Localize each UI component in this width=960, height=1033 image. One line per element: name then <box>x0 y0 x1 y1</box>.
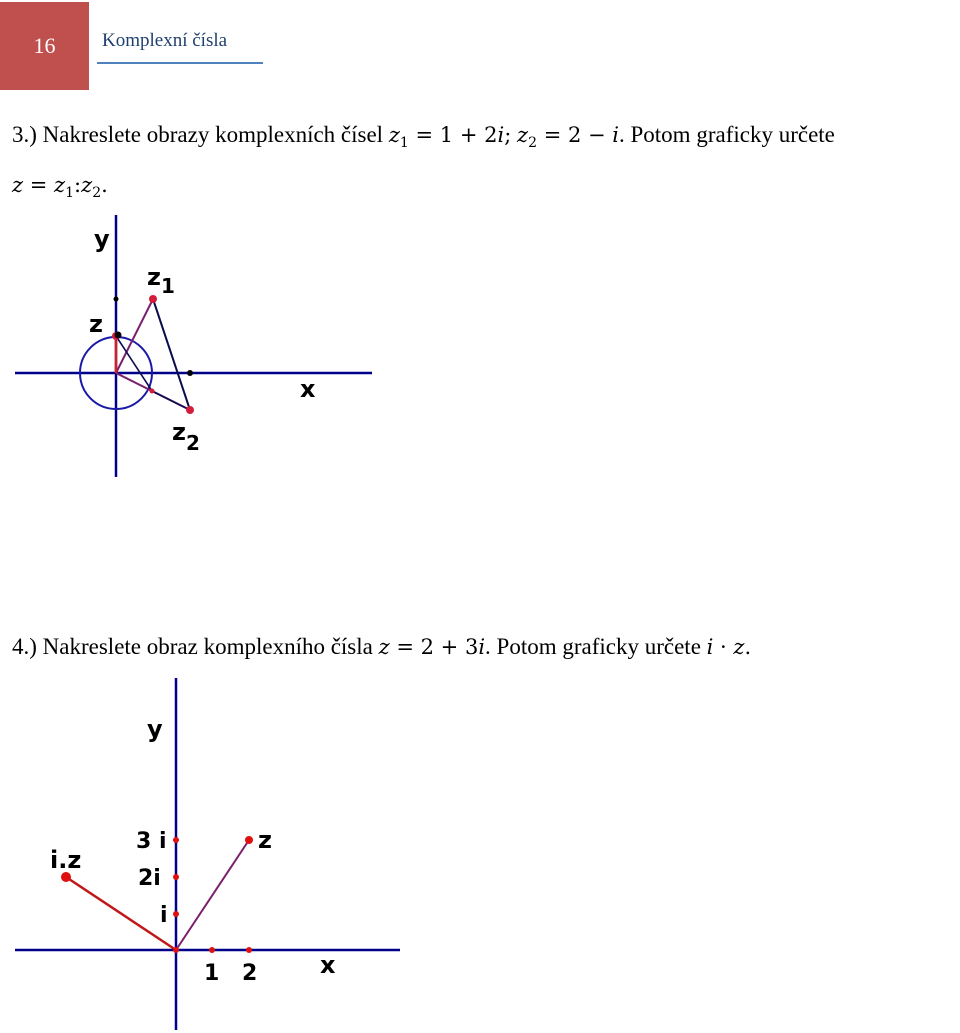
task3-eq2: $z_2 = 2 - i$ <box>517 123 619 152</box>
figure1-diagram <box>10 215 390 485</box>
fig2-point-z <box>245 836 253 844</box>
fig1-label-z: z <box>89 310 103 338</box>
task4-number: 4.) <box>12 634 37 659</box>
running-header: Komplexní čísla <box>102 30 228 51</box>
fig1-label-z1: $z_1$ <box>147 263 175 298</box>
fig2-label-2i: 2i <box>138 866 161 891</box>
fig1-point-aux <box>150 389 155 394</box>
task3-text-after: . Potom graficky určete <box>619 122 835 147</box>
fig2-tick-y1 <box>173 911 179 917</box>
fig2-tick-y2 <box>173 874 179 880</box>
fig1-label-y: y <box>94 225 110 253</box>
fig2-label-1: 1 <box>204 961 220 986</box>
fig2-vector-z <box>176 840 249 950</box>
fig1-point-z1 <box>149 295 157 303</box>
fig2-origin <box>173 947 179 953</box>
fig2-tick-y3 <box>173 837 179 843</box>
fig2-label-2: 2 <box>242 961 258 986</box>
fig2-label-x: x <box>320 951 336 979</box>
task4-text-after: . Potom graficky určete <box>485 634 701 659</box>
fig2-label-z: z <box>258 826 272 854</box>
page-number-box <box>0 2 89 90</box>
fig2-label-iz: i.z <box>50 846 82 874</box>
task3-statement <box>12 122 835 151</box>
fig2-label-i: i <box>160 903 168 928</box>
task4-eq: z = 2 + 3i <box>378 635 486 659</box>
task4-product: i · z. <box>706 635 752 659</box>
fig1-point-aux-black <box>115 332 122 339</box>
fig1-tick-y2 <box>114 297 119 302</box>
task3-result-eq: $z = z_1:z_2$. <box>12 173 108 202</box>
figure2-diagram <box>10 678 410 1033</box>
fig2-label-y: y <box>147 715 163 743</box>
task3-number: 3.) <box>12 122 37 147</box>
fig1-tick-x2 <box>187 370 193 376</box>
page-number: 16 <box>33 33 56 58</box>
fig2-tick-x2 <box>246 947 252 953</box>
task4-text: Nakreslete obraz komplexního čísla <box>42 634 373 659</box>
header-rule <box>97 62 263 64</box>
fig1-vector-z1 <box>116 299 153 373</box>
fig2-tick-x1 <box>209 947 215 953</box>
task3-eq1: $z_1 = 1 + 2i$; <box>388 123 512 152</box>
fig1-label-x: x <box>300 375 316 403</box>
fig1-point-z2 <box>186 406 194 414</box>
fig1-label-z2: $z_2$ <box>172 418 200 455</box>
task4-statement <box>12 634 751 660</box>
task3-text: Nakreslete obrazy komplexních čísel <box>42 122 384 147</box>
task3-quotient <box>12 172 108 201</box>
fig2-label-3i: 3 i <box>136 829 167 854</box>
